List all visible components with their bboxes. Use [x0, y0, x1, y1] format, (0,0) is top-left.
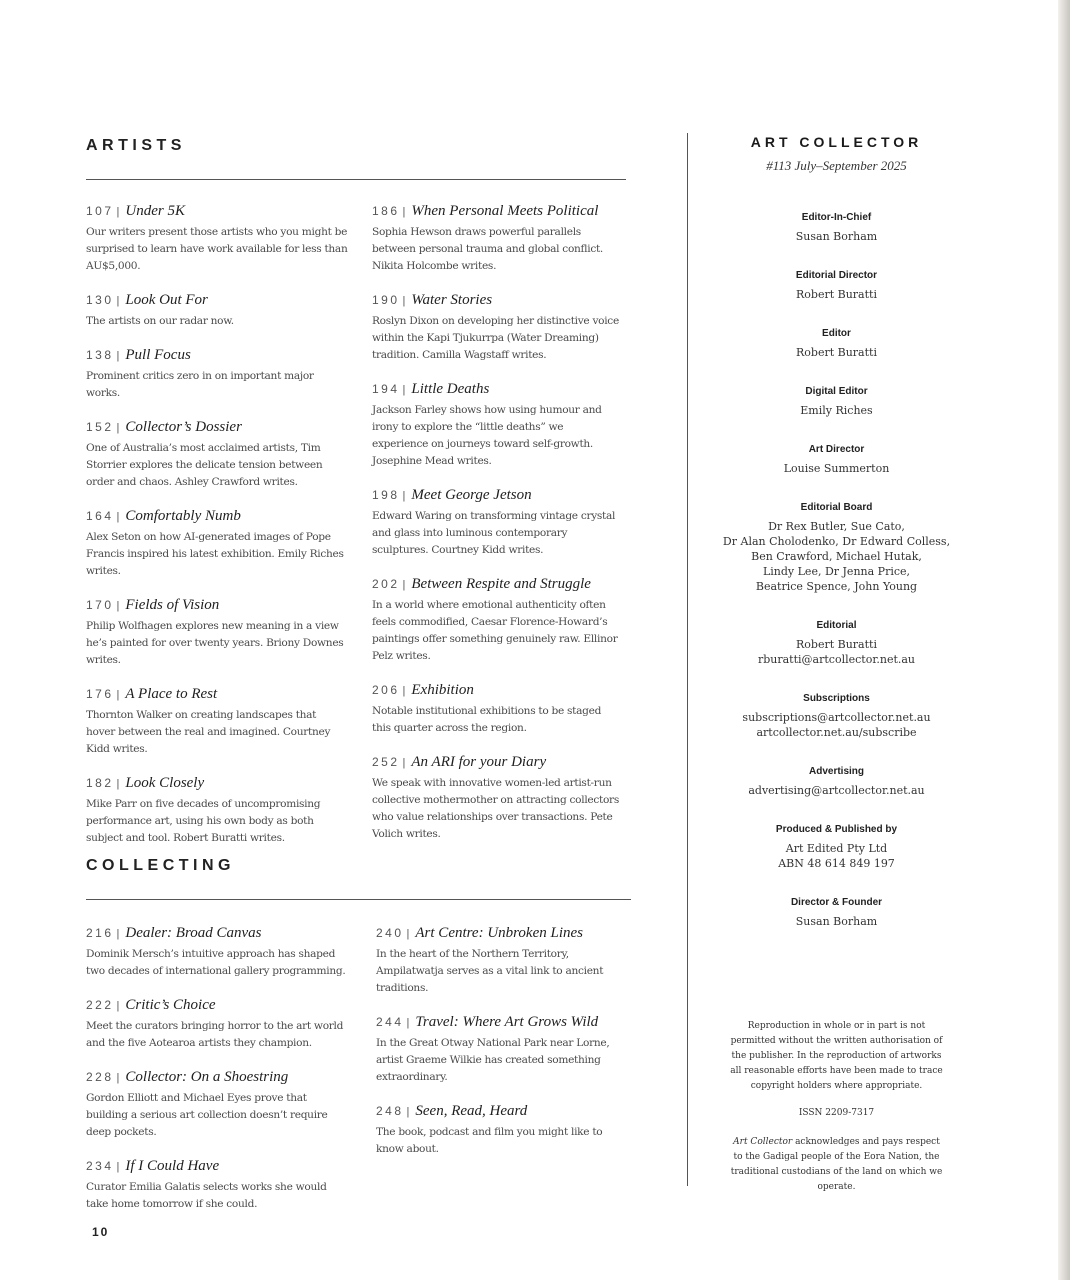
- masthead-issue: #113 July–September 2025: [766, 158, 907, 173]
- entry-description: Philip Wolfhagen explores new meaning in a view he’s painted for over twenty years. Briony Downes writes.: [86, 620, 344, 666]
- page-ref: 198: [372, 488, 400, 502]
- entry-title: Seen, Read, Heard: [415, 1103, 528, 1119]
- entry-heading: [372, 681, 622, 700]
- page-number: 10: [92, 1225, 110, 1239]
- page-ref: 138: [86, 348, 114, 362]
- entry-description: Meet the curators bringing horror to the art world and the five Aotearoa artists they champion.: [86, 1020, 344, 1049]
- page-ref: 248: [376, 1104, 404, 1118]
- entry-heading: [372, 753, 622, 772]
- entry-title: Travel: Where Art Grows Wild: [415, 1014, 599, 1030]
- contents-entry[interactable]: [86, 507, 348, 580]
- entry-title: Dealer: Broad Canvas: [125, 925, 262, 941]
- entry-title: Collector’s Dossier: [125, 419, 242, 435]
- entry-title: Meet George Jetson: [411, 487, 532, 503]
- page-ref: 228: [86, 1070, 114, 1084]
- entry-heading: [86, 685, 348, 704]
- entry-description: Prominent critics zero in on important major works.: [86, 370, 314, 399]
- separator: |: [116, 1000, 120, 1012]
- separator: |: [402, 685, 406, 697]
- entry-title: Look Out For: [125, 292, 208, 308]
- staff-names: Emily Riches: [800, 404, 873, 417]
- page-ref: 152: [86, 420, 114, 434]
- entry-heading: [86, 418, 348, 437]
- staff-role: Editorial Board: [800, 502, 873, 513]
- entry-heading: [86, 346, 348, 365]
- staff-names: subscriptions@artcollector.net.au artcollector.net.au/subscribe: [742, 711, 931, 739]
- entry-title: Art Centre: Unbroken Lines: [415, 925, 584, 941]
- separator: |: [406, 928, 410, 940]
- staff-block: [700, 823, 973, 871]
- page-ref: 202: [372, 577, 400, 591]
- staff-names: Louise Summerton: [783, 462, 890, 475]
- staff-role: Subscriptions: [803, 693, 870, 704]
- page-ref: 176: [86, 687, 114, 701]
- staff-role: Editor-In-Chief: [801, 212, 872, 223]
- entry-heading: [372, 291, 622, 310]
- separator: |: [116, 511, 120, 523]
- entry-title: Look Closely: [125, 775, 205, 791]
- contents-entry[interactable]: [86, 685, 348, 758]
- entry-description: Edward Waring on transforming vintage crystal and glass into luminous contemporary sculptures. Courtney Kidd writes.: [372, 510, 616, 556]
- entry-description: Notable institutional exhibitions to be staged this quarter across the region.: [372, 705, 602, 734]
- page-ref: 216: [86, 926, 114, 940]
- acknowledgement-text: acknowledges and pays respect to the Gadigal people of the Eora Nation, the traditional custodians of the land on which we operate.: [730, 1137, 943, 1192]
- separator: |: [402, 206, 406, 218]
- artists-col-left: [86, 202, 348, 863]
- page-ref: 234: [86, 1159, 114, 1173]
- contents-entry[interactable]: [372, 681, 622, 737]
- separator: |: [116, 1161, 120, 1173]
- entry-heading: [372, 380, 622, 399]
- acknowledgement: [728, 1135, 945, 1195]
- entry-heading: [376, 1102, 616, 1121]
- separator: |: [116, 350, 120, 362]
- staff-role: Editorial Director: [795, 270, 878, 281]
- contents-entry[interactable]: [86, 1068, 348, 1141]
- entry-description: Gordon Elliott and Michael Eyes prove that building a serious art collection doesn’t require deep pockets.: [86, 1092, 328, 1138]
- separator: |: [116, 778, 120, 790]
- entry-heading: [86, 202, 348, 221]
- entry-heading: [372, 202, 622, 221]
- contents-entry[interactable]: [86, 774, 348, 847]
- collecting-col-right: [376, 924, 616, 1174]
- staff-names: Dr Rex Butler, Sue Cato, Dr Alan Cholodenko, Dr Edward Colless, Ben Crawford, Michael Hutak, Lindy Lee, Dr Jenna Price, Beatrice Spence, John Young: [722, 520, 951, 593]
- contents-entry[interactable]: [376, 924, 616, 997]
- separator: |: [406, 1017, 410, 1029]
- contents-entry[interactable]: [86, 418, 348, 491]
- contents-entry[interactable]: [86, 996, 348, 1052]
- collecting-heading: COLLECTING: [86, 857, 235, 874]
- entry-heading: [372, 486, 622, 505]
- page-edge: [1058, 0, 1070, 1280]
- page-ref: 170: [86, 598, 114, 612]
- separator: |: [116, 928, 120, 940]
- staff-block: [700, 443, 973, 476]
- entry-title: Between Respite and Struggle: [411, 576, 591, 592]
- entry-description: The artists on our radar now.: [86, 315, 234, 327]
- contents-entry[interactable]: [86, 346, 348, 402]
- staff-names: advertising@artcollector.net.au: [748, 784, 925, 797]
- separator: |: [402, 579, 406, 591]
- staff-block: [700, 692, 973, 740]
- separator: |: [116, 689, 120, 701]
- staff-block: [700, 501, 973, 594]
- entry-description: The book, podcast and film you might like to know about.: [376, 1126, 603, 1155]
- staff-role: Editor: [822, 328, 851, 339]
- staff-block: [700, 269, 973, 302]
- collecting-col-left: [86, 924, 348, 1229]
- staff-block: [700, 385, 973, 418]
- page-ref: 244: [376, 1015, 404, 1029]
- staff-list: [700, 211, 973, 954]
- artists-col-right: [372, 202, 622, 859]
- separator: |: [116, 1072, 120, 1084]
- staff-role: Editorial: [816, 620, 857, 631]
- contents-entry[interactable]: [86, 291, 348, 330]
- separator: |: [402, 757, 406, 769]
- artists-heading: ARTISTS: [86, 137, 186, 154]
- staff-role: Director & Founder: [790, 897, 883, 908]
- entry-description: Our writers present those artists who you might be surprised to learn have work available for less than AU$5,000.: [86, 226, 348, 272]
- page-ref: 186: [372, 204, 400, 218]
- entry-description: Dominik Mersch’s intuitive approach has shaped two decades of international gallery programming.: [86, 948, 346, 977]
- entry-description: Curator Emilia Galatis selects works she would take home tomorrow if she could.: [86, 1181, 327, 1210]
- entry-description: In a world where emotional authenticity often feels commodified, Caesar Florence-Howard’s paintings offer something genuinely raw. Ellinor Pelz writes.: [372, 599, 618, 662]
- column-divider: [687, 133, 688, 1186]
- separator: |: [116, 422, 120, 434]
- staff-block: [700, 211, 973, 244]
- entry-description: Mike Parr on five decades of uncompromising performance art, using his own body as both subject and tool. Robert Buratti writes.: [86, 798, 321, 844]
- contents-entry[interactable]: [372, 753, 622, 843]
- separator: |: [116, 206, 120, 218]
- entry-heading: [86, 996, 348, 1015]
- contents-entry[interactable]: [86, 924, 348, 980]
- contents-entry[interactable]: [372, 202, 622, 275]
- staff-role: Art Director: [808, 444, 865, 455]
- reproduction-notice: Reproduction in whole or in part is not permitted without the written authorisation of the publisher. In the reproduction of artworks all reasonable efforts have been made to trace copyright holders where appropriate.: [730, 1021, 943, 1091]
- entry-title: When Personal Meets Political: [411, 203, 599, 219]
- staff-names: Susan Borham: [795, 915, 878, 928]
- entry-description: Thornton Walker on creating landscapes that hover between the real and imagined. Courtney Kidd writes.: [86, 709, 331, 755]
- entry-title: Pull Focus: [125, 347, 191, 363]
- artists-rule: [86, 179, 626, 180]
- entry-title: Little Deaths: [411, 381, 490, 397]
- entry-title: Fields of Vision: [125, 597, 220, 613]
- staff-role: Advertising: [808, 766, 864, 777]
- masthead-title: ART COLLECTOR: [750, 134, 923, 150]
- staff-role: Produced & Published by: [775, 824, 898, 835]
- entry-heading: [86, 291, 348, 310]
- contents-entry[interactable]: [372, 291, 622, 364]
- collecting-rule: [86, 899, 631, 900]
- contents-entry[interactable]: [86, 202, 348, 275]
- entry-heading: [86, 596, 348, 615]
- entry-description: Sophia Hewson draws powerful parallels between personal trauma and global conflict. Nikita Holcombe writes.: [372, 226, 603, 272]
- entry-title: Critic’s Choice: [125, 997, 216, 1013]
- separator: |: [402, 384, 406, 396]
- entry-description: Alex Seton on how AI-generated images of Pope Francis inspired his latest exhibition. Emily Riches writes.: [86, 531, 344, 577]
- separator: |: [402, 490, 406, 502]
- entry-heading: [372, 575, 622, 594]
- entry-heading: [376, 924, 616, 943]
- separator: |: [402, 295, 406, 307]
- entry-heading: [86, 774, 348, 793]
- entry-description: One of Australia’s most acclaimed artists, Tim Storrier explores the delicate tension between order and chaos. Ashley Crawford writes.: [86, 442, 323, 488]
- contents-entry[interactable]: [376, 1102, 616, 1158]
- contents-entry[interactable]: [372, 575, 622, 665]
- page-ref: 194: [372, 382, 400, 396]
- staff-names: Susan Borham: [795, 230, 878, 243]
- separator: |: [116, 600, 120, 612]
- staff-names: Robert Buratti: [796, 346, 877, 359]
- contents-entry[interactable]: [372, 380, 622, 470]
- entry-heading: [86, 1157, 348, 1176]
- entry-heading: [86, 924, 348, 943]
- entry-description: In the Great Otway National Park near Lorne, artist Graeme Wilkie has created something extraordinary.: [376, 1037, 610, 1083]
- entry-description: We speak with innovative women-led artist-run collective mothermother on attracting collectors who value relationships over transactions. Pete Volich writes.: [372, 777, 619, 840]
- page-ref: 222: [86, 998, 114, 1012]
- separator: |: [116, 295, 120, 307]
- staff-role: Digital Editor: [805, 386, 868, 397]
- entry-title: A Place to Rest: [125, 686, 218, 702]
- contents-entry[interactable]: [86, 1157, 348, 1213]
- staff-names: Robert Buratti: [796, 288, 877, 301]
- page-ref: 190: [372, 293, 400, 307]
- entry-description: In the heart of the Northern Territory, Ampilatwatja serves as a vital link to ancient traditions.: [376, 948, 604, 994]
- page-ref: 164: [86, 509, 114, 523]
- staff-block: [700, 327, 973, 360]
- entry-title: If I Could Have: [125, 1158, 220, 1174]
- entry-title: Collector: On a Shoestring: [125, 1069, 289, 1085]
- acknowledgement-publication: Art Collector: [733, 1137, 793, 1147]
- separator: |: [406, 1106, 410, 1118]
- page-ref: 182: [86, 776, 114, 790]
- entry-title: Exhibition: [411, 682, 474, 698]
- staff-names: Art Edited Pty Ltd ABN 48 614 849 197: [778, 842, 895, 870]
- page-ref: 130: [86, 293, 114, 307]
- entry-title: Water Stories: [411, 292, 493, 308]
- page-ref: 240: [376, 926, 404, 940]
- entry-description: Roslyn Dixon on developing her distinctive voice within the Kapi Tjukurrpa (Water Dreaming) tradition. Camilla Wagstaff writes.: [372, 315, 619, 361]
- contents-entry[interactable]: [86, 596, 348, 669]
- entry-heading: [86, 1068, 348, 1087]
- entry-heading: [86, 507, 348, 526]
- entry-title: Comfortably Numb: [125, 508, 241, 524]
- masthead: [700, 134, 973, 174]
- entry-description: Jackson Farley shows how using humour and irony to explore the “little deaths” we experience on journeys toward self-growth. Josephine Mead writes.: [372, 404, 602, 467]
- issn: ISSN 2209-7317: [798, 1108, 875, 1118]
- page-ref: 252: [372, 755, 400, 769]
- entry-title: Under 5K: [125, 203, 185, 219]
- staff-names: Robert Buratti rburatti@artcollector.net.au: [757, 638, 916, 666]
- contents-entry[interactable]: [376, 1013, 616, 1086]
- staff-block: [700, 619, 973, 667]
- contents-entry[interactable]: [372, 486, 622, 559]
- page-ref: 107: [86, 204, 114, 218]
- page-ref: 206: [372, 683, 400, 697]
- entry-heading: [376, 1013, 616, 1032]
- staff-block: [700, 765, 973, 798]
- entry-title: An ARI for your Diary: [411, 754, 547, 770]
- staff-block: [700, 896, 973, 929]
